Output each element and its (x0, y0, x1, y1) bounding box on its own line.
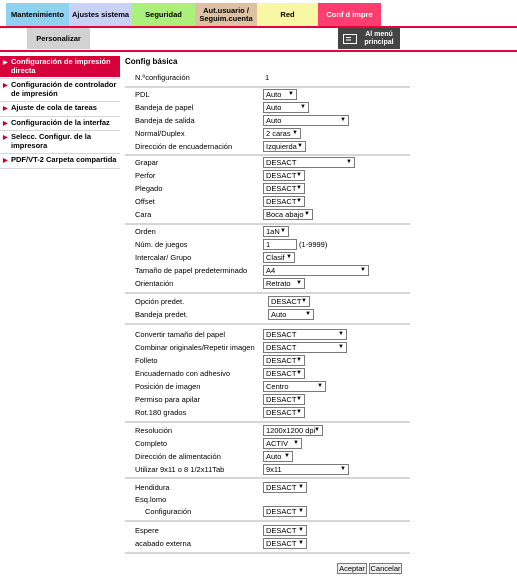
tab-label: Conf d impre (326, 9, 373, 19)
punch-label: Perfor (135, 171, 156, 180)
cancel-label: Cancelar (370, 564, 401, 573)
select-value: DESACT (266, 171, 297, 180)
row-booklet (135, 355, 410, 367)
sidebar-item-printer-config[interactable] (0, 131, 120, 153)
select-value: DESACT (266, 197, 297, 206)
row-fold (135, 183, 410, 195)
letter-tab-select[interactable] (263, 464, 349, 475)
pdl-select[interactable] (263, 89, 297, 100)
order-label: Orden (135, 227, 156, 236)
select-value: Auto (266, 103, 282, 112)
chevron-down-icon: ▼ (305, 311, 311, 317)
chevron-down-icon: ▼ (346, 159, 352, 165)
tab-label: Mantenimiento (11, 9, 64, 19)
select-value: DESACT (266, 507, 297, 516)
booklet-label: Folleto (135, 356, 158, 365)
paper-tray-select[interactable] (263, 102, 309, 113)
select-value: 1200x1200 dpi (266, 426, 316, 435)
chevron-down-icon: ▼ (296, 370, 302, 376)
sidebar-item-label: PDF/VT-2 Carpeta compartida (11, 155, 117, 164)
separator (125, 477, 410, 479)
duplex-select[interactable] (263, 128, 301, 139)
orientation-label: Orientación (135, 279, 174, 288)
top-tab-bar (0, 0, 517, 26)
default-option-label: Opción predet. (135, 297, 185, 306)
arrow-right-icon: ▶ (3, 60, 8, 66)
order-select[interactable] (263, 226, 289, 237)
row-offset (135, 196, 410, 208)
select-value: DESACT (266, 539, 297, 548)
row-punch (135, 170, 410, 182)
config-number-value: 1 (265, 73, 270, 82)
chevron-down-icon: ▼ (317, 383, 323, 389)
tab-label: Seguridad (145, 9, 182, 19)
chevron-down-icon: ▼ (284, 453, 290, 459)
chevron-down-icon: ▼ (298, 527, 304, 533)
resolution-label: Resolución (135, 426, 173, 435)
sidebar-item-pdf-shared-folder[interactable] (0, 154, 120, 168)
chevron-down-icon: ▼ (296, 409, 302, 415)
arrow-right-icon: ▶ (3, 83, 8, 89)
select-value: Auto (266, 452, 282, 461)
row-spine (135, 494, 410, 506)
output-tray-select[interactable] (263, 115, 349, 126)
row-orientation (135, 278, 410, 290)
row-adhesive (135, 368, 410, 380)
chevron-down-icon: ▼ (340, 117, 346, 123)
row-convert-size (135, 329, 410, 341)
separator (125, 421, 410, 423)
row-duplex (135, 128, 410, 140)
sidebar-item-label: Selecc. Configur. de la impresora (11, 132, 92, 150)
sidebar-item-direct-print[interactable] (0, 56, 120, 78)
paper-tray-label: Bandeja de papel (135, 103, 194, 112)
rotate-label: Rot.180 grados (135, 408, 187, 417)
collate-label: Intercalar/ Grupo (135, 253, 192, 262)
row-copies (135, 239, 410, 251)
combine-select[interactable] (263, 342, 347, 353)
separator (125, 154, 410, 156)
adhesive-select[interactable] (263, 368, 305, 379)
copies-label: Núm. de juegos (135, 240, 188, 249)
select-value: Boca abajo (266, 210, 304, 219)
face-select[interactable] (263, 209, 313, 220)
row-face (135, 209, 410, 221)
arrow-right-icon: ▶ (3, 158, 8, 164)
row-staple (135, 157, 410, 169)
cut-label: Hendidura (135, 483, 170, 492)
select-value: Izquierda (266, 142, 297, 151)
binding-select[interactable] (263, 141, 306, 152)
paper-size-select[interactable] (263, 265, 369, 276)
row-complete (135, 438, 410, 450)
select-value: Clasif (266, 253, 285, 262)
select-value: ACTIV (266, 439, 289, 448)
staple-select[interactable] (263, 157, 355, 168)
stack-select[interactable] (263, 394, 305, 405)
feed-direction-label: Dirección de alimentación (135, 452, 221, 461)
chevron-down-icon: ▼ (298, 484, 304, 490)
resolution-select[interactable] (263, 425, 323, 436)
sub-tab-label: Personalizar (36, 34, 81, 43)
select-value: DESACT (266, 369, 297, 378)
input-value: 1 (266, 240, 271, 249)
row-external (135, 538, 410, 550)
menu-icon (343, 34, 357, 44)
duplex-label: Normal/Duplex (135, 129, 185, 138)
tab-network[interactable] (257, 3, 318, 26)
external-select[interactable] (263, 538, 307, 549)
feed-direction-select[interactable] (263, 451, 293, 462)
separator (125, 223, 410, 225)
pdl-label: PDL (135, 90, 150, 99)
select-value: 2 caras (266, 129, 291, 138)
tab-printer-settings[interactable] (318, 3, 381, 26)
separator (125, 520, 410, 522)
chevron-down-icon: ▼ (296, 357, 302, 363)
sidebar-item-driver-settings[interactable] (0, 79, 120, 101)
fold-select[interactable] (263, 183, 305, 194)
offset-select[interactable] (263, 196, 305, 207)
default-option-select[interactable] (268, 296, 310, 307)
image-position-select[interactable] (263, 381, 326, 392)
spine-config-select[interactable] (263, 506, 307, 517)
chevron-down-icon: ▼ (301, 298, 307, 304)
chevron-down-icon: ▼ (296, 172, 302, 178)
sidebar (0, 56, 120, 169)
tab-system-settings[interactable] (69, 3, 132, 26)
chevron-down-icon: ▼ (338, 331, 344, 337)
select-value: DESACT (266, 483, 297, 492)
tab-customize[interactable] (27, 28, 90, 49)
select-value: Auto (271, 310, 287, 319)
tab-maintenance[interactable] (6, 3, 69, 26)
row-collate (135, 252, 410, 264)
sidebar-item-label: Configuración de impresión directa (11, 57, 111, 75)
chevron-down-icon: ▼ (286, 254, 292, 260)
select-value: DESACT (266, 343, 297, 352)
default-tray-select[interactable] (268, 309, 314, 320)
arrow-right-icon: ▶ (3, 106, 8, 112)
main-menu-button[interactable] (338, 28, 400, 49)
separator (125, 552, 410, 554)
select-value: DESACT (266, 158, 297, 167)
config-number-label: N.ºconfiguración (135, 73, 190, 82)
spine-config-label: Configuración (145, 507, 192, 516)
accept-label: Aceptar (339, 564, 365, 573)
page-title: Config básica (125, 57, 178, 66)
face-label: Cara (135, 210, 152, 219)
row-output-tray (135, 115, 410, 127)
row-resolution (135, 425, 410, 437)
chevron-down-icon: ▼ (340, 466, 346, 472)
select-value: Auto (266, 116, 282, 125)
cut-select[interactable] (263, 482, 307, 493)
offset-label: Offset (135, 197, 155, 206)
row-config-number (135, 72, 410, 84)
complete-select[interactable] (263, 438, 302, 449)
external-label: acabado externa (135, 539, 191, 548)
arrow-right-icon: ▶ (3, 135, 8, 141)
output-tray-label: Bandeja de salida (135, 116, 195, 125)
row-paper-size (135, 265, 410, 277)
copies-hint: (1-9999) (299, 240, 328, 249)
select-value: Retrato (266, 279, 291, 288)
convert-size-select[interactable] (263, 329, 347, 340)
separator (125, 323, 410, 325)
separator (125, 86, 410, 88)
default-tray-label: Bandeja predet. (135, 310, 188, 319)
select-value: DESACT (266, 184, 297, 193)
chevron-down-icon: ▼ (298, 540, 304, 546)
select-value: DESACT (266, 356, 297, 365)
select-value: DESACT (266, 330, 297, 339)
collate-select[interactable] (263, 252, 295, 263)
image-position-label: Posición de imagen (135, 382, 201, 391)
chevron-down-icon: ▼ (296, 280, 302, 286)
spine-label: Esq.lomo (135, 495, 167, 504)
row-cut (135, 482, 410, 494)
sidebar-item-job-queue[interactable] (0, 102, 120, 116)
row-paper-tray (135, 102, 410, 114)
tab-security[interactable] (132, 3, 195, 26)
adhesive-label: Encuadernado con adhesivo (135, 369, 231, 378)
divider (0, 168, 120, 169)
sidebar-item-label: Ajuste de cola de tareas (11, 103, 97, 112)
select-value: Auto (266, 90, 282, 99)
row-spine-config (135, 506, 410, 518)
row-stack (135, 394, 410, 406)
row-rotate (135, 407, 410, 419)
stack-label: Permiso para apilar (135, 395, 201, 404)
chevron-down-icon: ▼ (288, 91, 294, 97)
chevron-down-icon: ▼ (298, 508, 304, 514)
select-value: DESACT (266, 395, 297, 404)
wait-label: Espere (135, 526, 159, 535)
sidebar-item-interface[interactable] (0, 117, 120, 131)
combine-label: Combinar originales/Repetir imagen (135, 343, 255, 352)
chevron-down-icon: ▼ (300, 104, 306, 110)
chevron-down-icon: ▼ (296, 185, 302, 191)
select-value: DESACT (266, 408, 297, 417)
row-letter-tab (135, 464, 410, 476)
orientation-select[interactable] (263, 278, 305, 289)
paper-size-label: Tamaño de papel predeterminado (135, 266, 248, 275)
chevron-down-icon: ▼ (297, 143, 303, 149)
sub-tab-underline (0, 50, 517, 52)
arrow-right-icon: ▶ (3, 120, 8, 127)
chevron-down-icon: ▼ (338, 344, 344, 350)
chevron-down-icon: ▼ (360, 267, 366, 273)
copies-input[interactable] (263, 239, 297, 250)
select-value: Centro (266, 382, 289, 391)
tab-user-auth[interactable] (195, 3, 257, 26)
row-default-option (135, 296, 410, 308)
chevron-down-icon: ▼ (314, 427, 320, 433)
chevron-down-icon: ▼ (304, 211, 310, 217)
staple-label: Grapar (135, 158, 159, 167)
chevron-down-icon: ▼ (296, 198, 302, 204)
binding-label: Dirección de encuadernación (135, 142, 233, 151)
select-value: DESACT (271, 297, 302, 306)
main-menu-label: Al menú principal (364, 31, 394, 46)
wait-select[interactable] (263, 525, 307, 536)
row-pdl (135, 89, 410, 101)
row-wait (135, 525, 410, 537)
select-value: 1aN (266, 227, 280, 236)
sub-tab-row (0, 28, 517, 50)
chevron-down-icon: ▼ (296, 396, 302, 402)
fold-label: Plegado (135, 184, 163, 193)
punch-select[interactable] (263, 170, 305, 181)
accept-button[interactable] (337, 563, 367, 574)
select-value: DESACT (266, 526, 297, 535)
row-feed-direction (135, 451, 410, 463)
rotate-select[interactable] (263, 407, 305, 418)
select-value: A4 (266, 266, 276, 275)
tab-label: Red (280, 9, 295, 19)
tab-label: Aut.usuario / Seguim.cuenta (199, 5, 253, 23)
convert-size-label: Convertir tamaño del papel (135, 330, 226, 339)
row-combine (135, 342, 410, 354)
tab-label: Ajustes sistema (71, 9, 130, 19)
cancel-button[interactable] (369, 563, 402, 574)
sidebar-item-label: Configuración de controlador de impresión (11, 80, 117, 98)
chevron-down-icon: ▼ (293, 440, 299, 446)
complete-label: Completo (135, 439, 168, 448)
booklet-select[interactable] (263, 355, 305, 366)
chevron-down-icon: ▼ (280, 228, 286, 234)
row-order (135, 226, 410, 238)
row-default-tray (135, 309, 410, 321)
select-value: 9x11 (266, 465, 282, 474)
separator (125, 292, 410, 294)
row-image-position (135, 381, 410, 393)
letter-tab-label: Utilizar 9x11 o 8 1/2x11Tab (135, 465, 225, 474)
sidebar-item-label: Configuración de la interfaz (11, 117, 110, 127)
chevron-down-icon: ▼ (292, 130, 298, 136)
row-binding (135, 141, 410, 153)
